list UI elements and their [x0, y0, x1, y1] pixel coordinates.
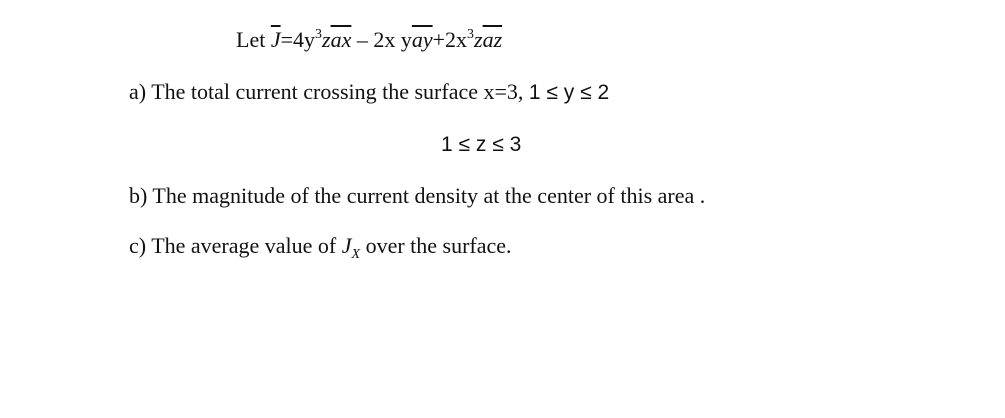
expr-term-3: +2x [432, 27, 468, 52]
unit-vector-ay: $\overline{ay}$ [411, 27, 433, 52]
j-symbol: J [341, 233, 352, 258]
question-a-text: a) The total current crossing the surface x=3, [129, 79, 524, 104]
current-density-expression [236, 26, 502, 54]
question-b: b) The magnitude of the current density at the center of this area . [129, 183, 706, 208]
question-a [129, 78, 609, 107]
z-factor-2: z [474, 27, 483, 52]
expr-term-2: – 2x y [351, 27, 412, 52]
z-factor-1: z [322, 27, 331, 52]
exponent-2: 3 [467, 27, 475, 42]
expr-term-1: =4y [280, 27, 316, 52]
exponent-1: 3 [315, 27, 323, 42]
unit-vector-az: $\overline{az}$ [482, 27, 503, 52]
question-c [129, 232, 512, 260]
question-c-after: over the surface. [360, 233, 512, 258]
unit-vector-ax: $\overline{ax}$ [330, 27, 352, 52]
z-range: 1 ≤ z ≤ 3 [441, 133, 522, 156]
j-vector-symbol: $\overline{J}$ [270, 27, 281, 52]
y-range: 1 ≤ y ≤ 2 [528, 81, 610, 104]
question-c-before: c) The average value of [129, 233, 342, 258]
let-word: Let [236, 27, 266, 52]
j-subscript: X [351, 247, 361, 262]
